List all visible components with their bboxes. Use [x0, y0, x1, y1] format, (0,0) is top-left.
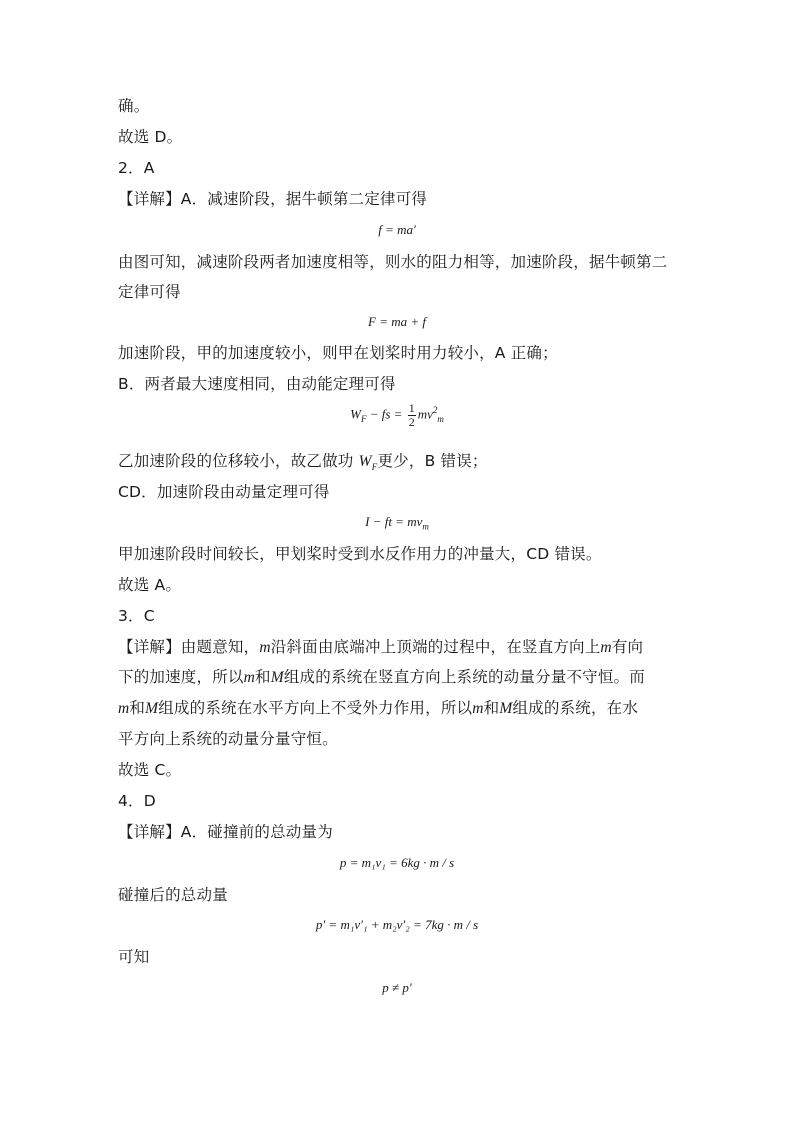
- equation-momentum-inequality: p ≠ p′: [382, 980, 412, 995]
- question-number: 2．A: [118, 159, 155, 177]
- equation-work-energy: $W_F$ − fs = $\frac{1}{2}$ $mv^2_m$: [350, 400, 444, 429]
- text-line: 【详解】由题意知，m沿斜面由底端冲上顶端的过程中，在竖直方向上m有向: [118, 638, 644, 656]
- equation-momentum-after: p′ = m₁v′₁ + m₂v′₂ = 7kg · m / s: [315, 917, 479, 932]
- equation-newton-accel: F = ma + f: [368, 314, 426, 329]
- text-line: B．两者最大速度相同，由动能定理可得: [118, 375, 396, 393]
- text-line: 【详解】A．碰撞前的总动量为: [118, 823, 333, 841]
- text-line: 【详解】A．减速阶段，据牛顿第二定律可得: [118, 190, 428, 208]
- text-line: 甲加速阶段时间较长，甲划桨时受到水反作用力的冲量大，CD 错误。: [118, 545, 602, 563]
- text-line: CD．加速阶段由动量定理可得: [118, 483, 330, 501]
- text-line: 故选 A。: [118, 576, 182, 594]
- text-line: 定律可得: [118, 283, 181, 301]
- text-line: m和M组成的系统在水平方向上不受外力作用，所以m和M组成的系统，在水: [118, 699, 639, 717]
- text-line: 可知: [118, 948, 150, 966]
- text-line: 故选 C。: [118, 761, 182, 779]
- text-line: 乙加速阶段的位移较小，故乙做功 $W_F$更少，B 错误；: [118, 452, 488, 473]
- text-line: 平方向上系统的动量分量守恒。: [118, 730, 338, 748]
- equation-impulse-momentum: I − ft = $mv_m$: [365, 514, 429, 532]
- text-line: 下的加速度，所以m和M组成的系统在竖直方向上系统的动量分量不守恒。而: [118, 668, 645, 686]
- text-line: 故选 D。: [118, 128, 183, 146]
- question-number: 3．C: [118, 607, 155, 625]
- equation-momentum-before: p = m₁v₁ = 6kg · m / s: [339, 855, 455, 870]
- text-line: 碰撞后的总动量: [118, 886, 228, 904]
- equation-newton-decel: f = ma′: [378, 222, 416, 237]
- text-line: 由图可知，减速阶段两者加速度相等，则水的阻力相等，加速阶段，据牛顿第二: [118, 253, 668, 271]
- fraction-half: $\frac{1}{2}$: [408, 400, 415, 429]
- question-number: 4．D: [118, 792, 156, 810]
- text-line: 加速阶段，甲的加速度较小，则甲在划桨时用力较小，A 正确；: [118, 344, 558, 362]
- text-line: 确。: [118, 97, 150, 115]
